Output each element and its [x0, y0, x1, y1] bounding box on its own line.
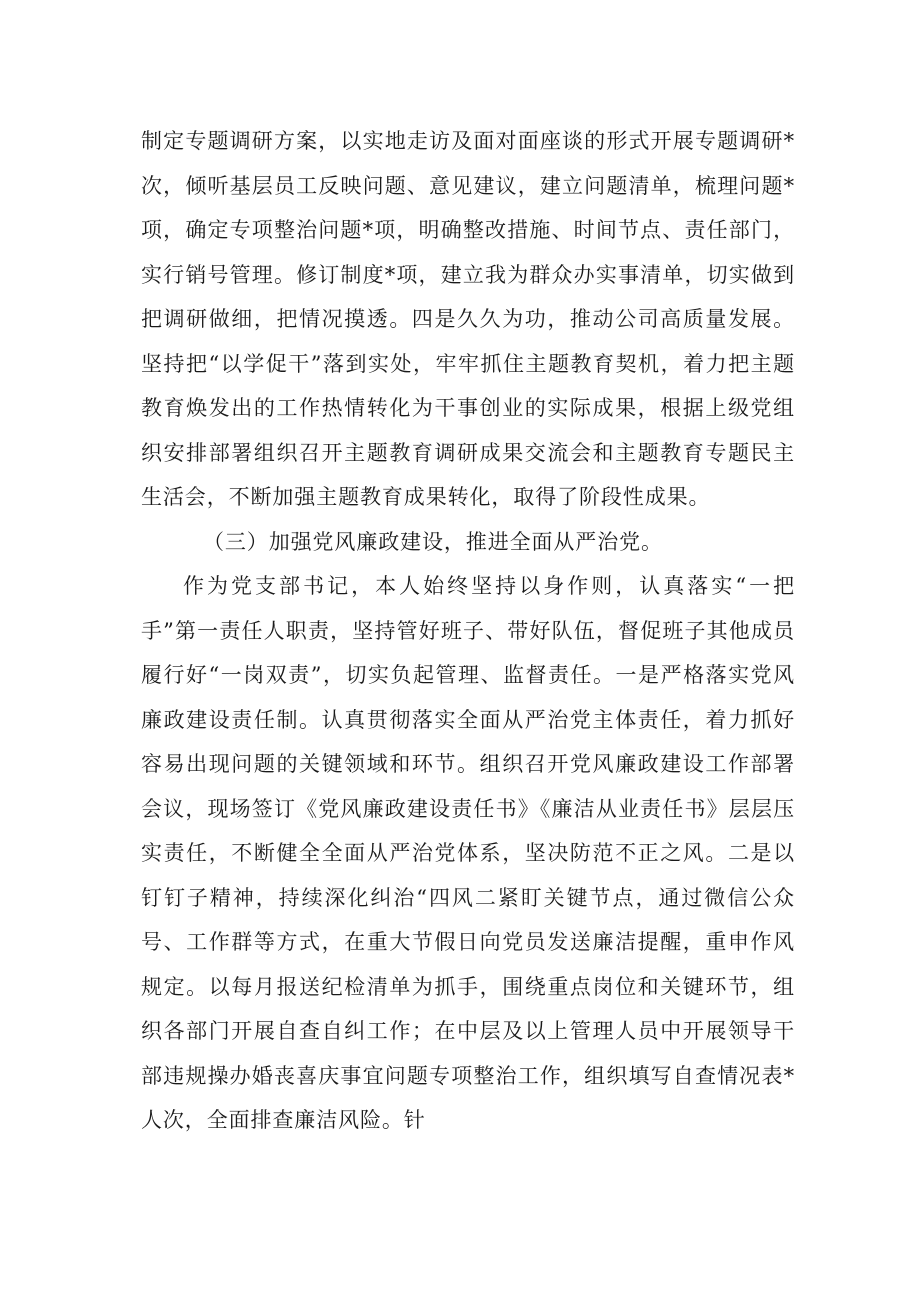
section-heading: （三）加强党风廉政建设，推进全面从严治党。: [203, 529, 663, 554]
body-paragraph-continued: 制定专题调研方案，以实地走访及面对面座谈的形式开展专题调研*次，倾听基层员工反映问题、意见建议，建立问题清单，梳理问题*项，确定专项整治问题*项，明确整改措施、时间节点、责任部门，实行销号管理。修订制度*项，建立我为群众办实事清单，切实做到把调研做细，把情况摸透。四是久久为功，推动公司高质量发展。坚持把“以学促干”落到实处，牢牢抓住主题教育契机，着力把主题教育焕发出的工作热情转化为干事创业的实际成果，根据上级党组织安排部署组织召开主题教育调研成果交流会和主题教育专题民主生活会，不断加强主题教育成果转化，取得了阶段性成果。: [141, 129, 795, 509]
body-paragraph: 作为党支部书记，本人始终坚持以身作则，认真落实“一把手”第一责任人职责，坚持管好班子、带好队伍，督促班子其他成员履行好“一岗双责”，切实负起管理、监督责任。一是严格落实党风廉政建设责任制。认真贯彻落实全面从严治党主体责任，着力抓好容易出现问题的关键领域和环节。组织召开党风廉政建设工作部署会议，现场签订《党风廉政建设责任书》《廉洁从业责任书》层层压实责任，不断健全全面从严治党体系，坚决防范不正之风。二是以钉钉子精神，持续深化纠治“四风二紧盯关键节点，通过微信公众号、工作群等方式，在重大节假日向党员发送廉洁提醒，重申作风规定。以每月报送纪检清单为抓手，围绕重点岗位和关键环节，组织各部门开展自查自纠工作；在中层及以上管理人员中开展领导干部违规操办婚丧喜庆事宜问题专项整治工作，组织填写自查情况表*人次，全面排查廉洁风险。针: [141, 574, 795, 1132]
document-body: [141, 119, 795, 1143]
